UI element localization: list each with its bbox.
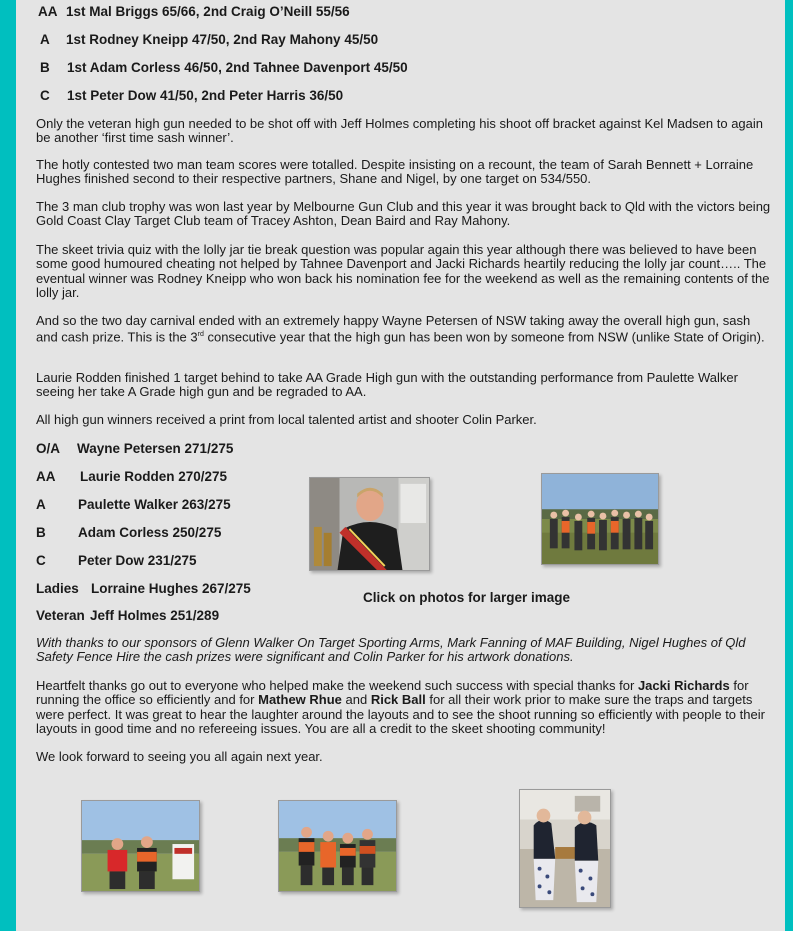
photo-group-winners-image [542, 474, 658, 564]
grade-result-b [40, 60, 408, 75]
grade-result-aa [38, 4, 350, 19]
paragraph-three-man-trophy: The 3 man club trophy was won last year by Melbourne Gun Club and this year it was brought back to Qld with the victors being Gold Coast Clay Target Club team of Tracey Ashton, Dean Baird and Ray Mahony. [36, 199, 771, 229]
high-gun-text: Paulette Walker 263/275 [78, 497, 231, 512]
thanks-name-jacki: Jacki Richards [637, 678, 730, 693]
high-gun-a [36, 497, 231, 512]
high-gun-c [36, 553, 197, 568]
high-gun-text: Laurie Rodden 270/275 [80, 469, 228, 484]
thanks-text-2: for running the office so efficiently and for [36, 678, 749, 708]
paragraph-trivia-quiz: The skeet trivia quiz with the lolly jar tie break question was popular again this year although there was believed to have been some good humoured cheating not helped by Tahnee Davenport and Jacki Richards heartily reducing the lolly jar count….. The eventual winner was Rodney Kneipp who won back his nomination fee for the weekend as well as the remaining contents of the lolly jar. [36, 242, 770, 300]
high-gun-label: Ladies [36, 581, 79, 596]
grade-result-text: 1st Adam Corless 46/50, 2nd Tahnee Davenport 45/50 [67, 60, 408, 75]
high-gun-label: A [36, 497, 46, 512]
photo-two-shooters-image [82, 801, 199, 891]
grade-result-text: 1st Rodney Kneipp 47/50, 2nd Ray Mahony 45/50 [66, 32, 379, 47]
grade-label: A [40, 32, 50, 47]
sponsors-text: With thanks to our sponsors of Glenn Walker On Target Sporting Arms, Mark Fanning of MAF Building, Nigel Hughes of Qld Safety Fence Hire the cash prizes were significant and Colin Parker for his artwork donations. [36, 635, 746, 665]
photo-two-shooters[interactable] [81, 800, 200, 892]
content-panel [16, 0, 785, 931]
photo-caption: Click on photos for larger image [363, 590, 571, 605]
grade-result-c [40, 88, 343, 103]
high-gun-text: Wayne Petersen 271/275 [77, 441, 234, 456]
paragraph-sponsors [36, 636, 771, 665]
grade-result-text: 1st Mal Briggs 65/66, 2nd Craig O’Neill 55/56 [66, 4, 350, 19]
high-gun-ladies [36, 581, 251, 596]
grade-result-a [40, 32, 378, 47]
high-gun-text: Jeff Holmes 251/289 [90, 608, 220, 623]
photo-four-shooters[interactable] [278, 800, 397, 892]
grade-label: C [40, 88, 50, 103]
thanks-text-4: for all their work prior to make sure the traps and targets were perfect. It was great to hear the laughter around the layouts and to see the shoot running so efficiently with people to their layouts in good time and no refereeing issues. You are all a credit to the skeet shooting community! [36, 692, 765, 736]
thanks-name-rick: Rick Ball [370, 692, 426, 708]
paragraph-veteran: Only the veteran high gun needed to be shot off with Jeff Holmes completing his shoot off bracket against Kel Madsen to again be another ‘first time sash winner’. [36, 116, 764, 146]
high-gun-aa [36, 469, 227, 484]
high-gun-label: B [36, 525, 46, 540]
paragraph-thanks [36, 679, 771, 736]
thanks-text-3: and [341, 692, 371, 708]
photo-four-shooters-image [279, 801, 396, 891]
carnival-text-1: And so the two day carnival ended with an extremely happy Wayne Petersen of NSW taking away the overall high gun, sash and cash prize. This is the 3 [36, 313, 751, 345]
high-gun-b [36, 525, 221, 540]
paragraph-carnival [36, 314, 771, 345]
high-gun-text: Adam Corless 250/275 [78, 525, 222, 540]
paragraph-prints: All high gun winners received a print from local talented artist and shooter Colin Parker. [36, 412, 537, 427]
carnival-text-2: consecutive year that the high gun has been won by someone from NSW (unlike State of Origin). [203, 329, 765, 345]
high-gun-text: Lorraine Hughes 267/275 [91, 581, 251, 596]
high-gun-label: O/A [36, 441, 61, 456]
photo-two-women[interactable] [519, 789, 611, 908]
high-gun-label: Veteran [36, 608, 85, 623]
grade-label: AA [38, 4, 58, 19]
high-gun-text: Peter Dow 231/275 [78, 553, 197, 568]
paragraph-closing: We look forward to seeing you all again next year. [36, 749, 323, 764]
thanks-text-1: Heartfelt thanks go out to everyone who helped make the weekend such success with special thanks for [36, 678, 638, 693]
superscript-ordinal: rd [197, 331, 204, 339]
high-gun-label: AA [36, 469, 56, 484]
high-gun-veteran [36, 608, 219, 623]
photo-two-women-image [520, 790, 610, 907]
photo-winner-sash-image [310, 478, 429, 570]
photo-winner-sash[interactable] [309, 477, 430, 571]
grade-label: B [40, 60, 50, 75]
paragraph-two-man-team: The hotly contested two man team scores were totalled. Despite insisting on a recount, the team of Sarah Bennett + Lorraine Hughes finished second to their respective partners, Shane and Nigel, by one target on 534/550. [36, 157, 754, 187]
high-gun-label: C [36, 553, 46, 568]
grade-result-text: 1st Peter Dow 41/50, 2nd Peter Harris 36/50 [67, 88, 344, 103]
thanks-name-mathew: Mathew Rhue [258, 692, 342, 708]
high-gun-overall [36, 441, 233, 456]
paragraph-aa-high-gun: Laurie Rodden finished 1 target behind to take AA Grade High gun with the outstanding performance from Paulette Walker seeing her take A Grade high gun and be regraded to AA. [36, 370, 738, 400]
photo-group-winners[interactable] [541, 473, 659, 565]
